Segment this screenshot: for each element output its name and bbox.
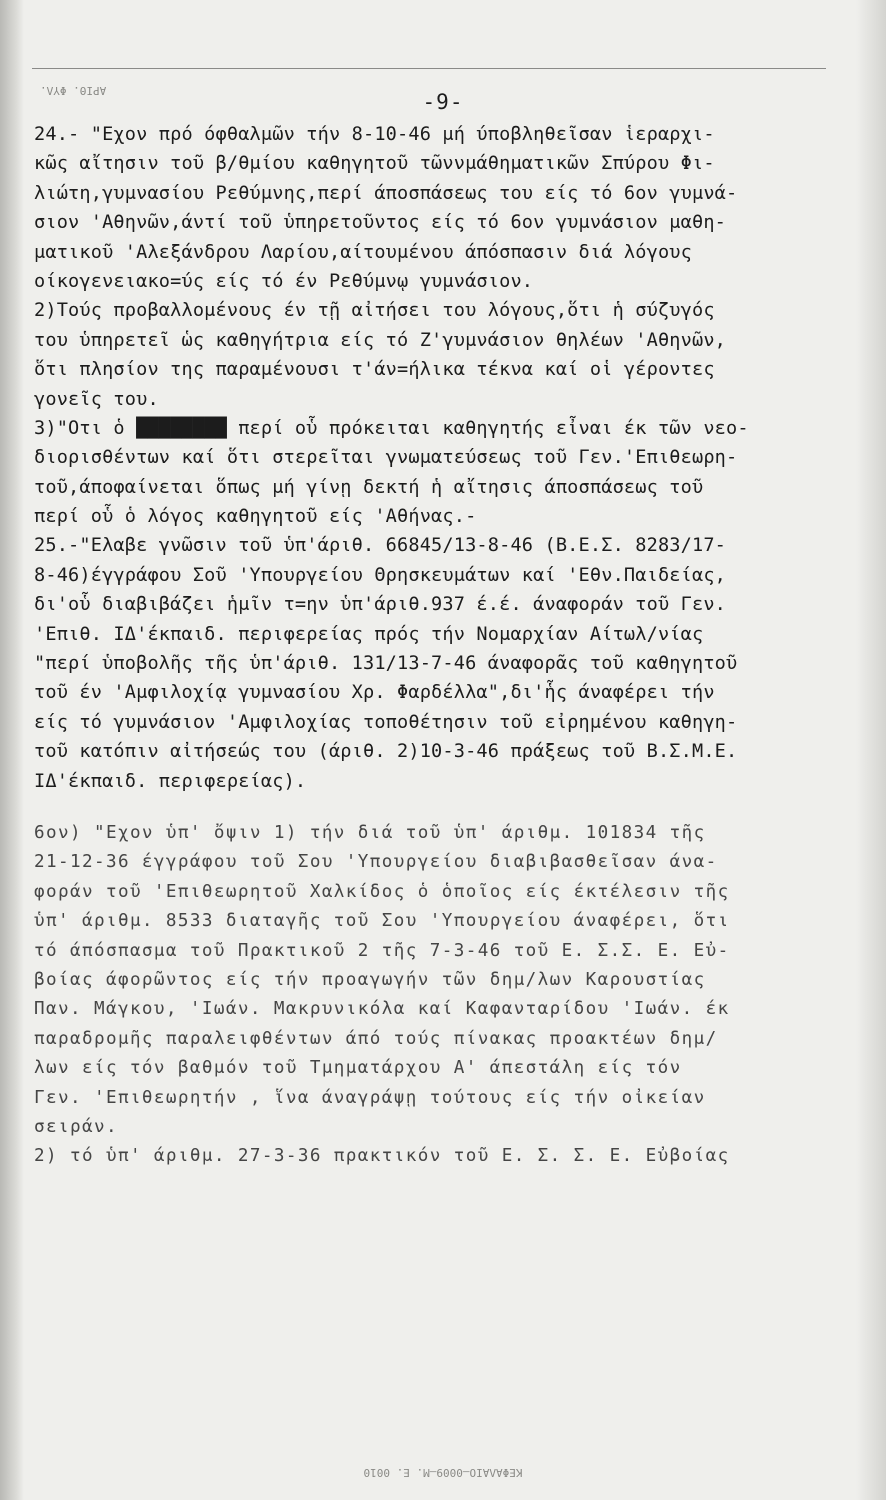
text-line: οίκογενειακο=ύς είς τό έν Ρεθύμνῳ γυμνάσιον. [34,270,534,292]
text-line: σιον 'Αθηνῶν,άντί τοῦ ὑπηρετοῦντος είς τό 6ον γυμνάσιον μαθη- [34,212,727,234]
text-line: τοῦ,άποφαίνεται ὅπως μή γίνῃ δεκτή ἡ αἴτησις άποσπάσεως τοῦ [34,476,704,498]
text-line: είς τό γυμνάσιον 'Αμφιλοχίας τοποθέτησιν τοῦ εἰρημένου καθηγη- [34,711,738,733]
text-line: τοῦ έν 'Αμφιλοχίᾳ γυμνασίου Χρ. Φαρδέλλα",δι'ἧς άναφέρει τήν [34,682,715,704]
text-line: Παν. Μάγκου, 'Ιωάν. Μακρυνικόλα καί Καφανταρίδου 'Ιωάν. έκ [34,999,730,1020]
text-line: ΙΔ'έκπαιδ. περιφερείας). [34,770,307,792]
text-line: 21-12-36 έγγράφου τοῦ Σου 'Υπουργείου διαβιβασθεῖσαν άνα- [34,852,718,873]
text-line: λων είς τόν βαθμόν τοῦ Τμηματάρχου Α' άπεστάλη είς τόν [34,1058,682,1079]
text-line: 8-46)έγγράφου Σοῦ 'Υπουργείου Θρησκευμάτων καί 'Εθν.Παιδείας, [34,564,727,586]
text-line: λιώτη,γυμνασίου Ρεθύμνης,περί άποσπάσεως του είς τό 6ον γυμνά- [34,182,738,204]
text-line: 6ον) "Εχον ὑπ' ὄψιν 1) τήν διά τοῦ ὑπ' άριθμ. 101834 τῆς [34,822,706,843]
text-line: 'Επιθ. ΙΔ'έκπαιδ. περιφερείας πρός τήν Νομαρχίαν Αίτωλ/νίας [34,623,704,645]
margin-stamp: ΑΡΙΘ. ΦΥΛ. [40,84,107,97]
text-line: παραδρομῆς παραλειφθέντων άπό τούς πίνακας προακτέων δημ/ [34,1028,718,1049]
text-line: περί οὗ ὁ λόγος καθηγητοῦ είς 'Αθήνας.- [34,506,477,528]
text-line: 2) τό ὑπ' άριθμ. 27-3-36 πρακτικόν τοῦ Ε. Σ. Σ. Ε. Εὐβοίας [34,1146,730,1167]
text-line: κῶς αἴτησιν τοῦ β/θμίου καθηγητοῦ τῶννμάθηματικῶν Σπύρου Φι- [34,153,715,175]
text-line: διορισθέντων καί ὅτι στερεῖται γνωματεύσεως τοῦ Γεν.'Επιθεωρη- [34,447,738,469]
text-line: 25.-"Ελαβε γνῶσιν τοῦ ὑπ'άριθ. 66845/13-8-46 (Β.Ε.Σ. 8283/17- [34,535,727,557]
text-line: τό άπόσπασμα τοῦ Πρακτικοῦ 2 τῆς 7-3-46 τοῦ Ε. Σ.Σ. Ε. Εὐ- [34,940,730,961]
text-line: βοίας άφορῶντος είς τήν προαγωγήν τῶν δημ/λων Καρουστίας [34,969,706,990]
text-line: 24.- "Εχον πρό όφθαλμῶν τήν 8-10-46 μή ύποβληθεῖσαν ἱεραρχι- [34,124,715,145]
top-rule [32,68,826,69]
text-line: του ὑπηρετεῖ ὡς καθηγήτρια είς τό Ζ'γυμνάσιον θηλέων 'Αθηνῶν, [34,329,727,351]
footer-stamp: ΚΕΦΑΛΑΙΟ—0009—M. Ε. 0010 [363,1466,523,1479]
text-line: ὅτι πλησίον της παραμένουσι τ'άν=ήλικα τέκνα καί οἱ γέροντες [34,359,715,381]
text-line: φοράν τοῦ 'Επιθεωρητοῦ Χαλκίδος ὁ ὁποῖος είς έκτέλεσιν τῆς [34,881,730,902]
text-line: ματικοῦ 'Αλεξάνδρου Λαρίου,αίτουμένου άπόσπασιν διά λόγους [34,241,692,263]
page-number: -9- [422,90,464,114]
text-line: σειράν. [34,1116,118,1137]
text-line: τοῦ κατόπιν αἰτήσεώς του (άριθ. 2)10-3-46 πράξεως τοῦ Β.Σ.Μ.Ε. [34,741,738,763]
text-line: "περί ὑποβολῆς τῆς ὑπ'άριθ. 131/13-7-46 άναφορᾶς τοῦ καθηγητοῦ [34,653,738,675]
paragraph-gap [34,796,849,819]
text-line: ὑπ' άριθμ. 8533 διαταγῆς τοῦ Σου 'Υπουργείου άναφέρει, ὅτι [34,911,730,932]
text-line: 3)"Οτι ὁ ████████ περί οὗ πρόκειται καθηγητής εἶναι έκ τῶν νεο- [34,417,749,439]
text-line: γονεῖς του. [34,388,159,410]
text-line: Γεν. 'Επιθεωρητήν , ἵνα άναγράψῃ τούτους είς τήν οἰκείαν [34,1087,706,1108]
text-line: δι'οὗ διαβιβάζει ἡμῖν τ=ην ὑπ'άριθ.937 έ.έ. άναφοράν τοῦ Γεν. [34,594,727,616]
document-body [34,120,849,1172]
text-line: 2)Τούς προβαλλομένους έν τῇ αἰτήσει του λόγους,ὅτι ἡ σύζυγός [34,300,715,322]
